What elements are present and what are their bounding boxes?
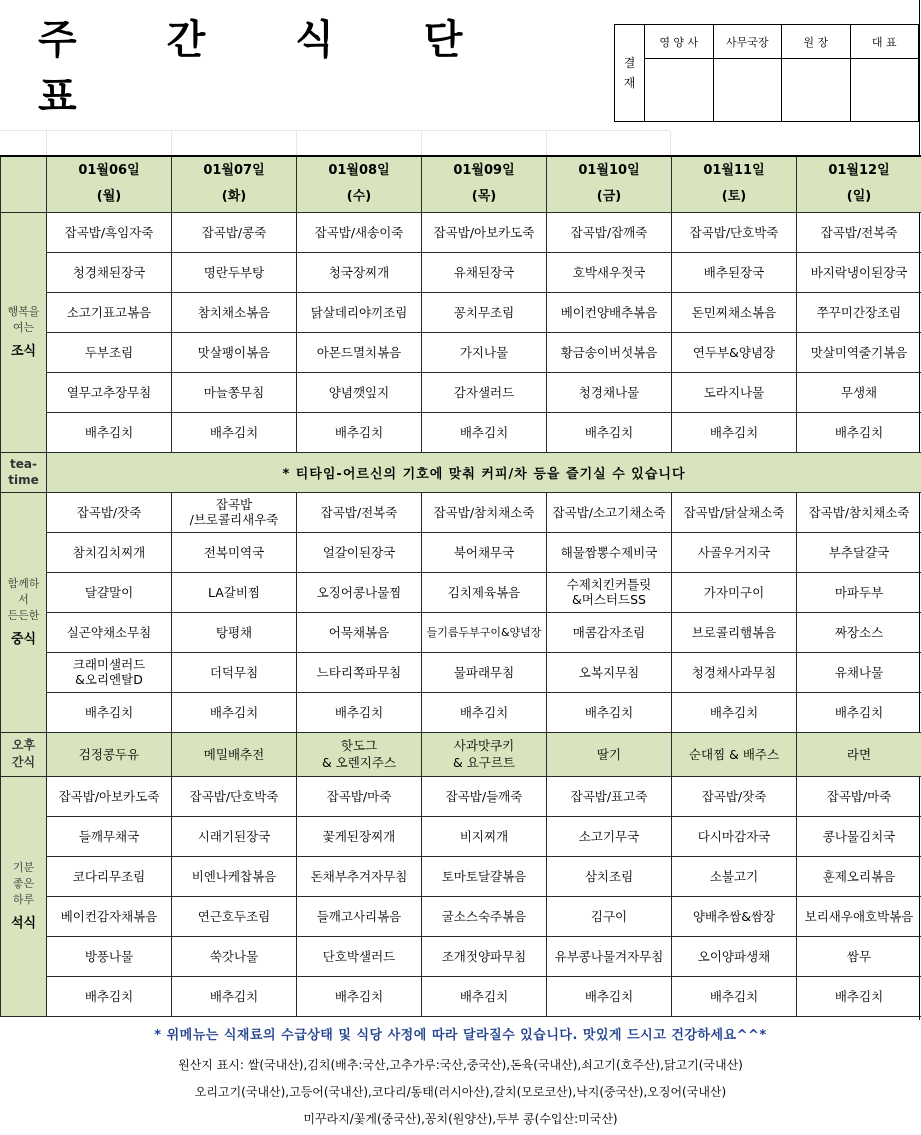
dinner-row: [1, 976, 921, 1016]
teatime-section: [1, 452, 921, 492]
lunch-menu-item: 마파두부: [797, 572, 921, 612]
day-date: 01월07일: [203, 163, 265, 179]
dinner-menu-item: 쑥갓나물: [172, 936, 297, 976]
dinner-menu-item: 베이컨감자채볶음: [47, 896, 172, 936]
lunch-menu-item: 오징어콩나물찜: [297, 572, 422, 612]
breakfast-menu-item: 소고기표고볶음: [47, 292, 172, 332]
lunch-label: [1, 492, 47, 732]
breakfast-row: [1, 252, 921, 292]
breakfast-menu-item: 잡곡밥/잡깨죽: [547, 212, 672, 252]
day-header: [672, 156, 797, 212]
dinner-menu-item: 훈제오리볶음: [797, 856, 921, 896]
lunch-menu-item: 잡곡밥/닭살채소죽: [672, 492, 797, 532]
lunch-label-main: 중식: [10, 632, 37, 647]
lunch-menu-item: LA갈비찜: [172, 572, 297, 612]
breakfast-menu-item: 황금송이버섯볶음: [547, 332, 672, 372]
approval-header-office-manager: 사무국장: [713, 25, 782, 59]
dinner-menu-item: 삼치조림: [547, 856, 672, 896]
lunch-menu-item: 해물짬뽕수제비국: [547, 532, 672, 572]
breakfast-menu-item: 배추김치: [797, 412, 921, 452]
breakfast-row: [1, 332, 921, 372]
day-date: 01월06일: [78, 163, 140, 179]
lunch-label-top: 함께하 서 든든한: [7, 577, 40, 622]
breakfast-menu-item: 연두부&양념장: [672, 332, 797, 372]
breakfast-menu-item: 잡곡밥/아보카도죽: [422, 212, 547, 252]
day-weekday: (화): [221, 189, 247, 205]
dinner-menu-item: 유부콩나물겨자무침: [547, 936, 672, 976]
day-header: [297, 156, 422, 212]
approval-box: [614, 24, 919, 122]
approval-sign-office-manager[interactable]: [713, 59, 782, 122]
breakfast-menu-item: 도라지나물: [672, 372, 797, 412]
lunch-menu-item: 잡곡밥/전복죽: [297, 492, 422, 532]
origin-line: 미꾸라지/꽃게(중국산),꽁치(원양산),두부 콩(수입산:미국산): [303, 1112, 618, 1126]
breakfast-menu-item: 청경채나물: [547, 372, 672, 412]
origin-line: 원산지 표시: 쌀(국내산),김치(배추:국산,고추가루:국산,중국산),돈육(국내산),쇠고기(호주산),닭고기(국내산): [178, 1058, 743, 1072]
dinner-row: [1, 936, 921, 976]
dinner-menu-item: 다시마감자국: [672, 816, 797, 856]
approval-label: [615, 25, 645, 122]
dinner-menu-item: 연근호두조림: [172, 896, 297, 936]
lunch-row: [1, 692, 921, 732]
origin-line: 오리고기(국내산),고등어(국내산),코다리/동태(러시아산),갈치(모로코산),낙지(중국산),오징어(국내산): [194, 1085, 727, 1099]
breakfast-row: [1, 212, 921, 252]
teatime-label: [1, 452, 47, 492]
faint-grid: [0, 130, 670, 156]
day-date: 01월10일: [578, 163, 640, 179]
breakfast-menu-item: 배추김치: [547, 412, 672, 452]
lunch-menu-item: 매콤감자조림: [547, 612, 672, 652]
dinner-row: [1, 816, 921, 856]
day-weekday: (목): [471, 189, 497, 205]
breakfast-menu-item: 바지락냉이된장국: [797, 252, 921, 292]
lunch-menu-item: 참치김치찌개: [47, 532, 172, 572]
breakfast-menu-item: 감자샐러드: [422, 372, 547, 412]
lunch-menu-item: 탕평채: [172, 612, 297, 652]
breakfast-menu-item: 마늘쫑무침: [172, 372, 297, 412]
dinner-row: [1, 776, 921, 816]
breakfast-menu-item: 아몬드멸치볶음: [297, 332, 422, 372]
breakfast-menu-item: 돈민찌채소볶음: [672, 292, 797, 332]
dinner-label-top: 기분 좋은 하루: [12, 861, 35, 906]
lunch-menu-item: 배추김치: [172, 692, 297, 732]
lunch-menu-item: 실곤약채소무침: [47, 612, 172, 652]
weekly-menu-table: [0, 155, 921, 1017]
breakfast-row: [1, 372, 921, 412]
dinner-menu-item: 배추김치: [297, 976, 422, 1016]
lunch-menu-item: 유채나물: [797, 652, 921, 692]
snack-item: 순대찜 & 배주스: [672, 732, 797, 776]
corner-cell: [1, 156, 47, 212]
breakfast-label: [1, 212, 47, 452]
day-weekday: (수): [346, 189, 372, 205]
day-header: [547, 156, 672, 212]
lunch-menu-item: 가자미구이: [672, 572, 797, 612]
dinner-menu-item: 돈채부추겨자무침: [297, 856, 422, 896]
breakfast-menu-item: 청국장찌개: [297, 252, 422, 292]
dinner-menu-item: 보리새우애호박볶음: [797, 896, 921, 936]
dinner-menu-item: 조개젓양파무침: [422, 936, 547, 976]
lunch-menu-item: 잡곡밥/잣죽: [47, 492, 172, 532]
dinner-menu-item: 배추김치: [797, 976, 921, 1016]
dinner-menu-item: 잡곡밥/마죽: [297, 776, 422, 816]
teatime-row: [1, 452, 921, 492]
lunch-menu-item: 물파래무침: [422, 652, 547, 692]
dinner-menu-item: 들깨고사리볶음: [297, 896, 422, 936]
day-date: 01월12일: [828, 163, 890, 179]
breakfast-menu-item: 명란두부탕: [172, 252, 297, 292]
approval-sign-ceo[interactable]: [850, 59, 919, 122]
lunch-row: [1, 612, 921, 652]
approval-header-director: 원 장: [782, 25, 851, 59]
day-header: [172, 156, 297, 212]
breakfast-menu-item: 배추김치: [47, 412, 172, 452]
dinner-menu-item: 쌈무: [797, 936, 921, 976]
dinner-menu-item: 배추김치: [547, 976, 672, 1016]
breakfast-menu-item: 배추김치: [672, 412, 797, 452]
dinner-menu-item: 잡곡밥/단호박죽: [172, 776, 297, 816]
date-header-row: [1, 156, 921, 212]
breakfast-row: [1, 292, 921, 332]
lunch-menu-item: 배추김치: [547, 692, 672, 732]
lunch-menu-item: 느타리쪽파무침: [297, 652, 422, 692]
breakfast-menu-item: 배추김치: [297, 412, 422, 452]
page-title: 주 간 식 단 표: [38, 17, 501, 120]
breakfast-menu-item: 베이컨양배추볶음: [547, 292, 672, 332]
lunch-menu-item: 크래미샐러드 &오리엔탈D: [47, 652, 172, 692]
dinner-label: [1, 776, 47, 1016]
lunch-menu-item: 김치제육볶음: [422, 572, 547, 612]
day-date: 01월08일: [328, 163, 390, 179]
dinner-menu-item: 굴소스숙주볶음: [422, 896, 547, 936]
lunch-row: [1, 572, 921, 612]
lunch-row: [1, 652, 921, 692]
dinner-menu-item: 배추김치: [47, 976, 172, 1016]
breakfast-menu-item: 배추된장국: [672, 252, 797, 292]
dinner-menu-item: 콩나물김치국: [797, 816, 921, 856]
day-date: 01월09일: [453, 163, 515, 179]
approval-header-ceo: 대 표: [850, 25, 919, 59]
dinner-menu-item: 코다리무조림: [47, 856, 172, 896]
breakfast-menu-item: 맛살미역줄기볶음: [797, 332, 921, 372]
dinner-menu-item: 들깨무채국: [47, 816, 172, 856]
day-weekday: (일): [846, 189, 872, 205]
lunch-menu-item: 어묵채볶음: [297, 612, 422, 652]
breakfast-section: [1, 212, 921, 452]
breakfast-menu-item: 가지나물: [422, 332, 547, 372]
lunch-menu-item: 배추김치: [47, 692, 172, 732]
dinner-section: [1, 776, 921, 1016]
dinner-menu-item: 배추김치: [172, 976, 297, 1016]
breakfast-menu-item: 호박새우젓국: [547, 252, 672, 292]
lunch-menu-item: 들기름두부구이&양념장: [422, 612, 547, 652]
breakfast-menu-item: 맛살팽이볶음: [172, 332, 297, 372]
breakfast-label-main: 조식: [10, 344, 37, 359]
breakfast-menu-item: 두부조림: [47, 332, 172, 372]
lunch-menu-item: 북어채무국: [422, 532, 547, 572]
dinner-row: [1, 896, 921, 936]
dinner-menu-item: 시래기된장국: [172, 816, 297, 856]
lunch-menu-item: 오복지무침: [547, 652, 672, 692]
snack-item: 라면: [797, 732, 921, 776]
lunch-menu-item: 달걀말이: [47, 572, 172, 612]
lunch-menu-item: 사골우거지국: [672, 532, 797, 572]
teatime-message: * 티타임-어르신의 기호에 맞춰 커피/차 등을 즐기실 수 있습니다: [47, 452, 921, 492]
footer: [0, 1020, 921, 1135]
lunch-row: [1, 492, 921, 532]
snack-item: 검정콩두유: [47, 732, 172, 776]
dinner-menu-item: 소불고기: [672, 856, 797, 896]
snack-label: [1, 732, 47, 776]
breakfast-menu-item: 배추김치: [172, 412, 297, 452]
breakfast-menu-item: 쭈꾸미간장조림: [797, 292, 921, 332]
lunch-menu-item: 전복미역국: [172, 532, 297, 572]
lunch-menu-item: 브로콜리햄볶음: [672, 612, 797, 652]
snack-item: 핫도그 & 오렌지주스: [297, 732, 422, 776]
approval-label-text: 결 재: [623, 56, 636, 90]
dinner-menu-item: 방풍나물: [47, 936, 172, 976]
dinner-menu-item: 비지찌개: [422, 816, 547, 856]
snack-section: [1, 732, 921, 776]
lunch-menu-item: 청경채사과무침: [672, 652, 797, 692]
breakfast-menu-item: 유채된장국: [422, 252, 547, 292]
dinner-menu-item: 오이양파생채: [672, 936, 797, 976]
breakfast-menu-item: 잡곡밥/흑임자죽: [47, 212, 172, 252]
day-header: [797, 156, 921, 212]
dinner-menu-item: 양배추쌈&쌈장: [672, 896, 797, 936]
breakfast-menu-item: 닭살데리야끼조림: [297, 292, 422, 332]
breakfast-menu-item: 잡곡밥/콩죽: [172, 212, 297, 252]
dinner-menu-item: 잡곡밥/아보카도죽: [47, 776, 172, 816]
approval-sign-director[interactable]: [782, 59, 851, 122]
lunch-menu-item: 배추김치: [297, 692, 422, 732]
snack-label-text: 오후 간식: [11, 738, 36, 769]
lunch-menu-item: 얼갈이된장국: [297, 532, 422, 572]
day-weekday: (토): [721, 189, 747, 205]
approval-header-nutritionist: 영 양 사: [645, 25, 714, 59]
lunch-menu-item: 부추달걀국: [797, 532, 921, 572]
dinner-menu-item: 단호박샐러드: [297, 936, 422, 976]
page-title-area: [0, 0, 614, 130]
lunch-row: [1, 532, 921, 572]
lunch-menu-item: 잡곡밥/소고기채소죽: [547, 492, 672, 532]
breakfast-menu-item: 배추김치: [422, 412, 547, 452]
day-date: 01월11일: [703, 163, 765, 179]
teatime-label-text: tea- time: [8, 457, 39, 487]
dinner-menu-item: 잡곡밥/들깨죽: [422, 776, 547, 816]
dinner-menu-item: 비엔나케찹볶음: [172, 856, 297, 896]
approval-sign-nutritionist[interactable]: [645, 59, 714, 122]
lunch-menu-item: 더덕무침: [172, 652, 297, 692]
breakfast-menu-item: 꽁치무조림: [422, 292, 547, 332]
breakfast-menu-item: 잡곡밥/전복죽: [797, 212, 921, 252]
breakfast-menu-item: 잡곡밥/단호박죽: [672, 212, 797, 252]
dinner-menu-item: 소고기무국: [547, 816, 672, 856]
dinner-menu-item: 잡곡밥/마죽: [797, 776, 921, 816]
day-header: [47, 156, 172, 212]
dinner-menu-item: 김구이: [547, 896, 672, 936]
footer-notice: * 위메뉴는 식재료의 수급상태 및 식당 사정에 따라 달라질수 있습니다. 맛있게 드시고 건강하세요^^*: [154, 1028, 767, 1043]
dinner-menu-item: 잡곡밥/표고죽: [547, 776, 672, 816]
breakfast-label-top: 행복을 여는: [7, 305, 40, 334]
dinner-menu-item: 토마토달걀볶음: [422, 856, 547, 896]
lunch-section: [1, 492, 921, 732]
breakfast-menu-item: 열무고추장무침: [47, 372, 172, 412]
dinner-label-main: 석식: [10, 916, 37, 931]
lunch-menu-item: 수제치킨커틀릿 &머스터드SS: [547, 572, 672, 612]
lunch-menu-item: 배추김치: [422, 692, 547, 732]
lunch-menu-item: 배추김치: [797, 692, 921, 732]
dinner-menu-item: 잡곡밥/잣죽: [672, 776, 797, 816]
breakfast-menu-item: 참치채소볶음: [172, 292, 297, 332]
day-header: [422, 156, 547, 212]
lunch-menu-item: 잡곡밥/참치채소죽: [797, 492, 921, 532]
dinner-menu-item: 꽃게된장찌개: [297, 816, 422, 856]
breakfast-menu-item: 무생채: [797, 372, 921, 412]
snack-item: 메밀배추전: [172, 732, 297, 776]
lunch-menu-item: 짜장소스: [797, 612, 921, 652]
dinner-row: [1, 856, 921, 896]
dinner-menu-item: 배추김치: [422, 976, 547, 1016]
breakfast-menu-item: 잡곡밥/새송이죽: [297, 212, 422, 252]
snack-item: 사과맛쿠키 & 요구르트: [422, 732, 547, 776]
day-weekday: (금): [596, 189, 622, 205]
day-weekday: (월): [96, 189, 122, 205]
lunch-menu-item: 잡곡밥/참치채소죽: [422, 492, 547, 532]
lunch-menu-item: 배추김치: [672, 692, 797, 732]
breakfast-menu-item: 양념깻잎지: [297, 372, 422, 412]
dinner-menu-item: 배추김치: [672, 976, 797, 1016]
breakfast-row: [1, 412, 921, 452]
snack-row: [1, 732, 921, 776]
lunch-menu-item: 잡곡밥 /브로콜리새우죽: [172, 492, 297, 532]
snack-item: 딸기: [547, 732, 672, 776]
breakfast-menu-item: 청경채된장국: [47, 252, 172, 292]
